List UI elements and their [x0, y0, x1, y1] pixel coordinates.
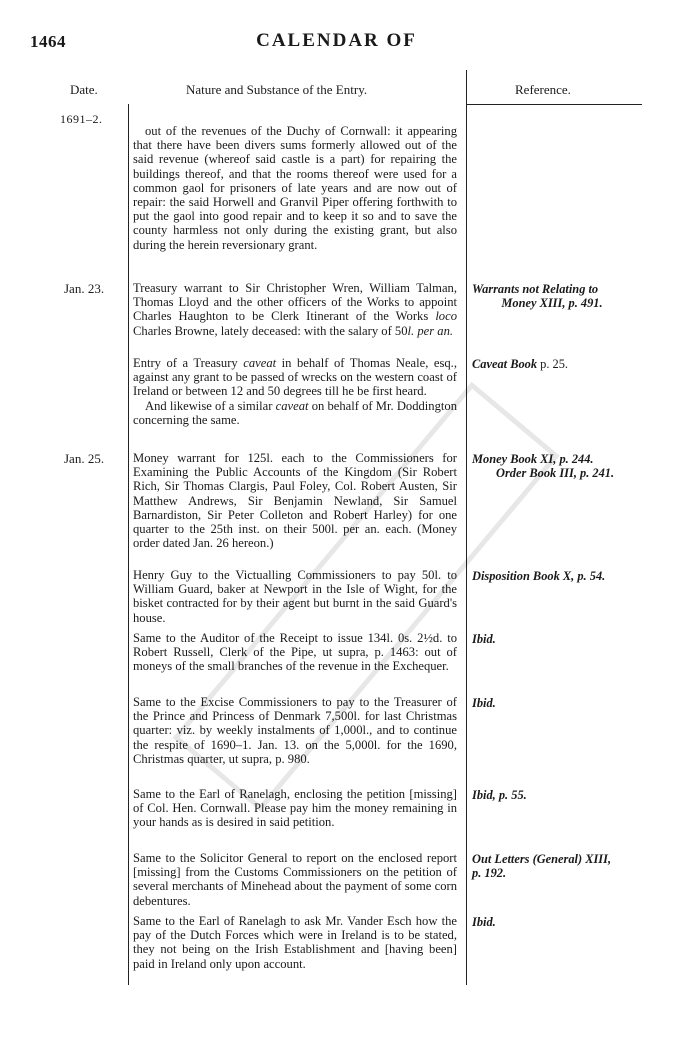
entry-reference: Disposition Book X, p. 54.: [472, 569, 606, 583]
entry-text: Henry Guy to the Victualling Commissioners to pay 50l. to William Guard, baker at Newport in the Isle of Wight, for the bisket contracted for by their agent but burnt in the said Guard's house.: [133, 568, 457, 625]
column-divider-right: [466, 70, 467, 985]
entry-date: Jan. 25.: [64, 451, 105, 466]
entry-text: Treasury warrant to Sir Christopher Wren, William Talman, Thomas Lloyd and the other officers of the Works to appoint Charles Haughton to be Clerk Itinerant of the Works loco Charles Browne, lately deceased: with the salary of 50l. per an.: [133, 281, 457, 338]
entry-reference: Money Book XI, p. 244. Order Book III, p. 241.: [472, 452, 615, 481]
entry-reference: Caveat Book p. 25.: [472, 357, 569, 371]
page-number: 1464: [30, 32, 66, 51]
column-divider-left: [128, 104, 129, 985]
entry-reference: Ibid.: [472, 696, 496, 710]
entry-text: Same to the Auditor of the Receipt to issue 134l. 0s. 2½d. to Robert Russell, Clerk of the Pipe, ut supra, p. 1463: out of moneys of the small branches of the revenue in the Exchequer.: [133, 631, 457, 674]
entry-reference: Ibid.: [472, 915, 496, 929]
entry-text: Same to the Earl of Ranelagh, enclosing the petition [missing] of Col. Hen. Cornwall. Please pay him the money remaining in your hands as is desired in said petition.: [133, 787, 457, 830]
header-rule: [466, 104, 642, 105]
entry-date: 1691–2.: [60, 112, 103, 126]
entry-reference: Out Letters (General) XIII, p. 192.: [472, 852, 612, 881]
entry-text: Same to the Solicitor General to report on the enclosed report [missing] from the Customs Commissioners on the petition of several merchants of Minehead about the payment of some corn debentures.: [133, 851, 457, 908]
entry-date: Jan. 23.: [64, 281, 105, 296]
entry-text: Entry of a Treasury caveat in behalf of Thomas Neale, esq., against any grant to be passed of wrecks on the western coast of Ireland or between 12 and 50 degrees till he be first heard. And likewise of a similar caveat on behalf of Mr. Doddington concerning the same.: [133, 356, 457, 427]
entry-reference: Ibid.: [472, 632, 496, 646]
entry-text: out of the revenues of the Duchy of Cornwall: it appearing that there have been divers sums formerly allowed out of the said revenue (whereof said castle is a part) for repairing the buildings thereof, and that the rooms thereof were used for a common gaol for prisoners of late years and are now out of repair: the said Horwell and Granvil Piper offering forthwith to put the gaol into good repair and to keep it so and to save the county harmless not only during the existing grant, but also during the herein reversionary grant.: [133, 124, 457, 252]
entry-text: Same to the Excise Commissioners to pay to the Treasurer of the Prince and Princess of Denmark 7,500l. for last Christmas quarter: viz. by weekly instalments of 1,000l., and to continue the respite of 1690–1. Jan. 13. on the 5,000l. for the 1690, Christmas quarter, ut supra, p. 980.: [133, 695, 457, 766]
column-header-reference: Reference.: [515, 82, 571, 97]
entry-reference: Ibid, p. 55.: [472, 788, 527, 802]
entry-reference: Warrants not Relating to Money XIII, p. 491.: [472, 282, 603, 311]
column-header-nature: Nature and Substance of the Entry.: [186, 82, 368, 97]
running-title: CALENDAR OF: [256, 30, 417, 51]
entry-text: Same to the Earl of Ranelagh to ask Mr. Vander Esch how the pay of the Dutch Forces which were in Ireland is to be stated, they not being on the Irish Establishment and [having been] paid in Ireland only upon account.: [133, 914, 457, 971]
column-header-date: Date.: [70, 82, 98, 97]
entry-text: Money warrant for 125l. each to the Commissioners for Examining the Public Accounts of the Kingdom (Sir Robert Rich, Sir Thomas Clargis, Paul Foley, Col. Robert Austen, Sir Matthew Andrews, Sir Benjamin Newland, Sir Samuel Barnardiston, Sir Peter Colleton and Robert Harley) for one quarter to the 25th inst. on their 500l. per an. each. (Money order dated Jan. 26 hereon.): [133, 451, 457, 551]
